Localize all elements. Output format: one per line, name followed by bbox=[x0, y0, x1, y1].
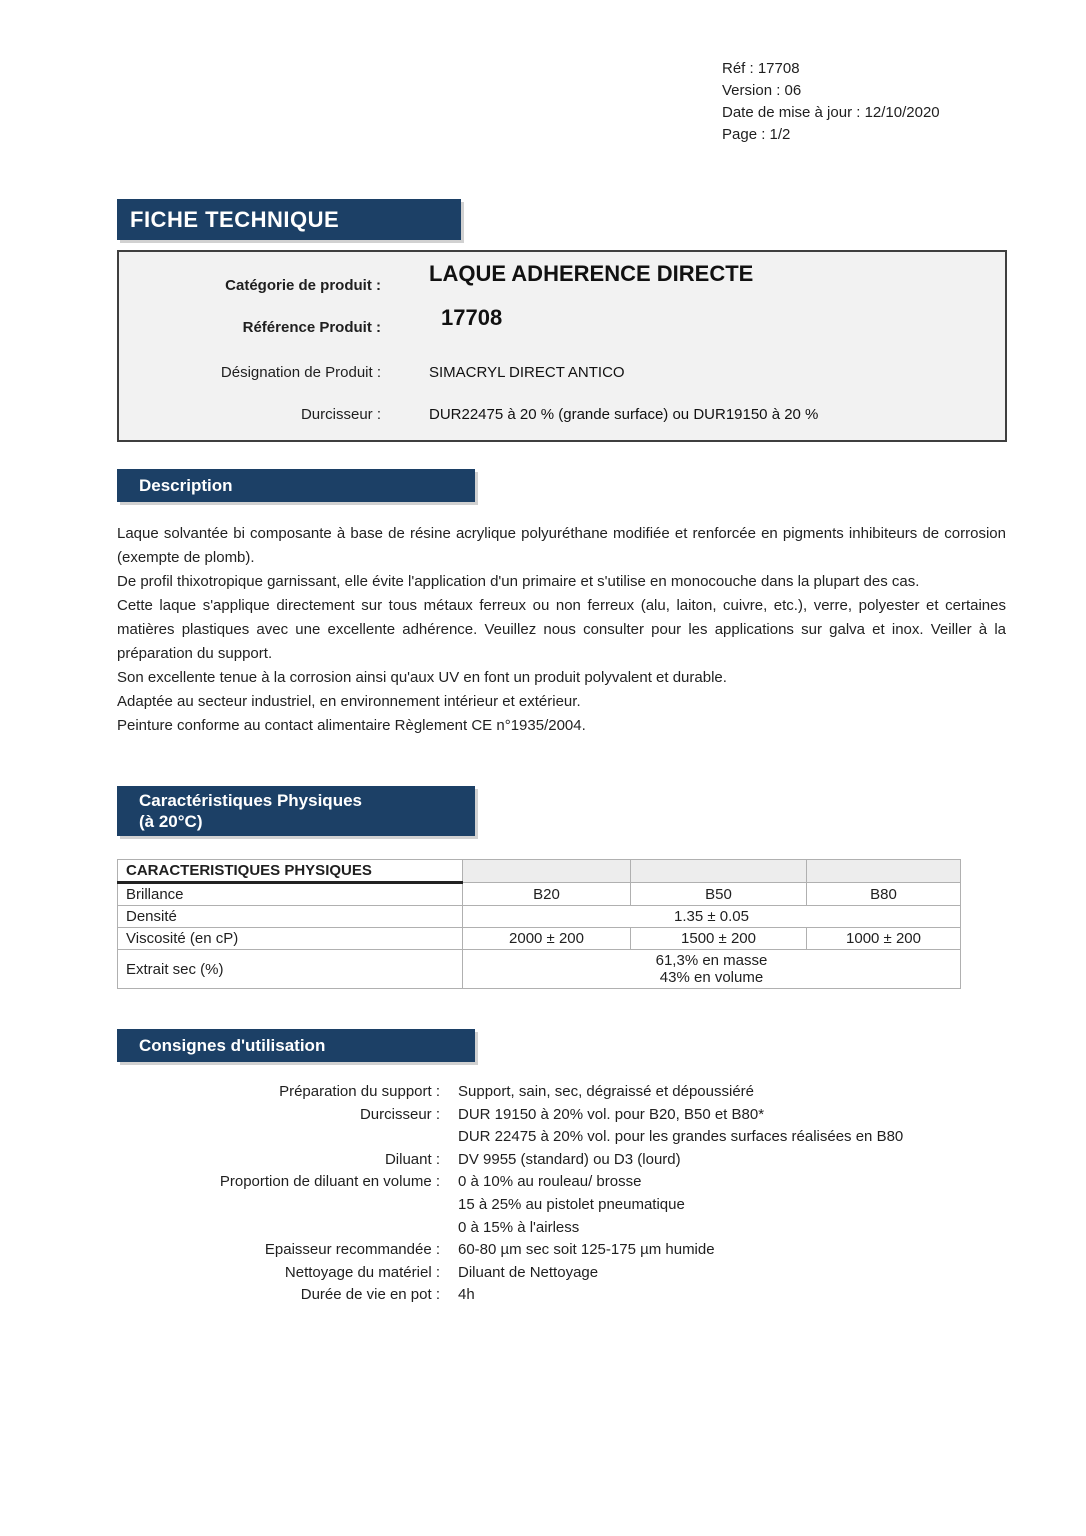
meta-ref: Réf : 17708 bbox=[722, 60, 800, 77]
category-label: Catégorie de produit : bbox=[225, 277, 381, 294]
title-bar-fiche-technique bbox=[117, 199, 461, 240]
usage-label: Proportion de diluant en volume : bbox=[219, 1173, 440, 1191]
usage-value: 0 à 15% à l'airless bbox=[458, 1218, 580, 1236]
category-value: LAQUE ADHERENCE DIRECTE bbox=[429, 261, 754, 286]
extrait-sec-value bbox=[463, 950, 961, 989]
hardener-label: Durcisseur : bbox=[300, 406, 381, 423]
usage-label: Nettoyage du matériel : bbox=[284, 1263, 440, 1281]
viscosite-b50: 1500 ± 200 bbox=[631, 928, 807, 950]
usage-line bbox=[117, 1126, 1006, 1149]
usage-value: DV 9955 (standard) ou D3 (lourd) bbox=[458, 1150, 681, 1168]
usage-line bbox=[117, 1171, 1006, 1194]
densite-value: 1.35 ± 0.05 bbox=[463, 906, 961, 928]
usage-label bbox=[117, 1194, 440, 1217]
table-header-empty bbox=[807, 860, 961, 883]
usage-label bbox=[117, 1217, 440, 1240]
usage-value: 15 à 25% au pistolet pneumatique bbox=[458, 1195, 685, 1213]
extrait-sec-masse: 61,3% en masse bbox=[655, 952, 768, 969]
usage-instructions bbox=[117, 1081, 1006, 1307]
description-title: Description bbox=[139, 475, 233, 495]
table-row-extrait-sec bbox=[118, 950, 961, 989]
usage-line bbox=[117, 1149, 1006, 1172]
brillance-b20: B20 bbox=[463, 883, 631, 906]
usage-line bbox=[117, 1284, 1006, 1307]
description-text bbox=[117, 522, 1006, 738]
document-meta bbox=[722, 58, 940, 146]
row-label: Extrait sec (%) bbox=[118, 950, 463, 989]
description-paragraph: Adaptée au secteur industriel, en environnement intérieur et extérieur. bbox=[117, 693, 581, 710]
usage-label: Diluant : bbox=[384, 1150, 440, 1168]
usage-label: Durcisseur : bbox=[359, 1105, 440, 1123]
description-paragraph: Cette laque s'applique directement sur tous métaux ferreux ou non ferreux (alu, laiton, cuivre, etc.), verre, polyester et certaines matières plastiques avec une excellente adhérence. Veuillez nous consulter pour les applications sur galva et inox. Veiller à la préparation du support. bbox=[117, 597, 1006, 662]
meta-page: Page : 1/2 bbox=[722, 126, 791, 143]
row-label: Viscosité (en cP) bbox=[118, 928, 463, 950]
viscosite-b20: 2000 ± 200 bbox=[463, 928, 631, 950]
description-paragraph: Son excellente tenue à la corrosion ainsi qu'aux UV en font un produit polyvalent et durable. bbox=[117, 669, 727, 686]
product-info-box bbox=[117, 250, 1007, 442]
page-title: FICHE TECHNIQUE bbox=[130, 206, 340, 232]
physical-title-line1: Caractéristiques Physiques bbox=[139, 791, 362, 810]
usage-title: Consignes d'utilisation bbox=[139, 1035, 326, 1055]
section-header-description bbox=[117, 469, 475, 502]
usage-label bbox=[117, 1126, 440, 1149]
reference-value: 17708 bbox=[441, 305, 503, 330]
section-header-caracteristiques bbox=[117, 786, 475, 836]
usage-value: Diluant de Nettoyage bbox=[458, 1263, 599, 1281]
usage-line bbox=[117, 1262, 1006, 1285]
physical-title-line2: (à 20°C) bbox=[139, 812, 203, 831]
usage-value: DUR 22475 à 20% vol. pour les grandes surfaces réalisées en B80 bbox=[458, 1128, 904, 1146]
table-header-empty bbox=[463, 860, 631, 883]
usage-line bbox=[117, 1217, 1006, 1240]
hardener-value: DUR22475 à 20 % (grande surface) ou DUR19150 à 20 % bbox=[429, 406, 819, 423]
usage-value: 60-80 µm sec soit 125-175 µm humide bbox=[458, 1241, 715, 1259]
designation-label: Désignation de Produit : bbox=[220, 364, 381, 381]
reference-label: Référence Produit : bbox=[242, 319, 381, 336]
meta-date: Date de mise à jour : 12/10/2020 bbox=[722, 104, 940, 121]
row-label: Brillance bbox=[118, 883, 463, 906]
table-header-row bbox=[118, 860, 961, 883]
usage-label: Préparation du support : bbox=[279, 1083, 440, 1100]
usage-value: DUR 19150 à 20% vol. pour B20, B50 et B80* bbox=[458, 1105, 765, 1123]
section-header-consignes bbox=[117, 1029, 475, 1062]
usage-value: Support, sain, sec, dégraissé et dépoussiéré bbox=[458, 1083, 755, 1100]
meta-version: Version : 06 bbox=[722, 82, 802, 99]
usage-label: Durée de vie en pot : bbox=[300, 1286, 440, 1304]
table-header-empty bbox=[631, 860, 807, 883]
brillance-b50: B50 bbox=[631, 883, 807, 906]
table-row-viscosite bbox=[118, 928, 961, 950]
usage-value: 0 à 10% au rouleau/ brosse bbox=[458, 1173, 642, 1191]
brillance-b80: B80 bbox=[807, 883, 961, 906]
row-label: Densité bbox=[118, 906, 463, 928]
usage-line bbox=[117, 1239, 1006, 1262]
usage-line bbox=[117, 1081, 1006, 1104]
description-paragraph: Laque solvantée bi composante à base de résine acrylique polyuréthane modifiée et renforcée en pigments inhibiteurs de corrosion (exempte de plomb). bbox=[117, 525, 1006, 566]
usage-line bbox=[117, 1104, 1006, 1127]
usage-line bbox=[117, 1194, 1006, 1217]
description-paragraph: De profil thixotropique garnissant, elle évite l'application d'un primaire et s'utilise en monocouche dans la plupart des cas. bbox=[117, 573, 920, 590]
description-paragraph: Peinture conforme au contact alimentaire Règlement CE n°1935/2004. bbox=[117, 717, 586, 734]
designation-value: SIMACRYL DIRECT ANTICO bbox=[429, 364, 625, 381]
viscosite-b80: 1000 ± 200 bbox=[807, 928, 961, 950]
usage-value: 4h bbox=[458, 1286, 475, 1304]
table-row-densite bbox=[118, 906, 961, 928]
extrait-sec-volume: 43% en volume bbox=[659, 969, 764, 986]
table-header-title: CARACTERISTIQUES PHYSIQUES bbox=[118, 860, 463, 883]
usage-label: Epaisseur recommandée : bbox=[264, 1241, 440, 1259]
table-row-brillance bbox=[118, 883, 961, 906]
physical-characteristics-table bbox=[117, 859, 961, 989]
